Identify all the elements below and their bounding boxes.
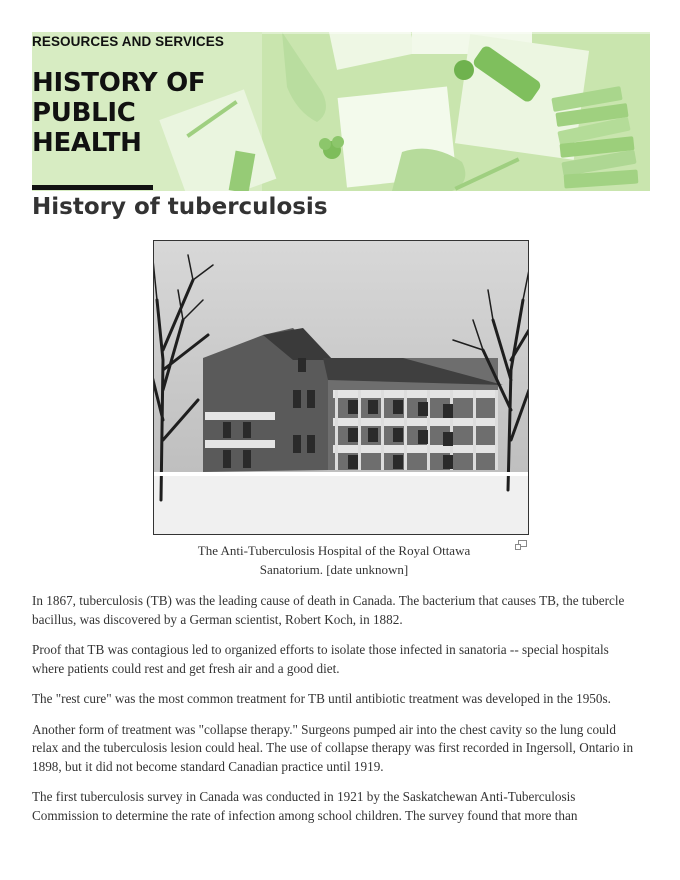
caption-line: The Anti-Tuberculosis Hospital of the Royal Ottawa (197, 543, 471, 558)
figure-caption (168, 541, 500, 579)
page-title: History of tuberculosis (32, 194, 328, 220)
banner-title (32, 68, 252, 158)
sanatorium-photo (153, 240, 529, 535)
caption-line: Sanatorium. [date unknown] (259, 562, 409, 577)
banner-title-line: HISTORY OF (32, 68, 206, 98)
banner-title-line: PUBLIC (32, 98, 136, 128)
article-paragraph: The "rest cure" was the most common treatment for TB until antibiotic treatment was developed in the 1950s. (32, 691, 611, 706)
article-paragraph: In 1867, tuberculosis (TB) was the leading cause of death in Canada. The bacterium that causes TB, the tubercle bacillus, was discovered by a German scientist, Robert Koch, in 1882. (32, 593, 625, 627)
article-paragraph: The first tuberculosis survey in Canada was conducted in 1921 by the Saskatchewan Anti-Tuberculosis Commission to determine the rate of infection among school children. The survey found that more than (32, 789, 578, 823)
section-eyebrow: RESOURCES AND SERVICES (32, 34, 224, 49)
article-body (32, 592, 644, 837)
title-underline (32, 185, 153, 190)
enlarge-image-icon[interactable] (515, 540, 527, 550)
article-paragraph: Another form of treatment was "collapse therapy." Surgeons pumped air into the chest cavity so the lung could relax and the tuberculosis lesion could heal. The use of collapse therapy was first recorded in Ingersoll, Ontario in 1898, but it did not become standard Canadian practice until 1919. (32, 721, 634, 774)
hero-banner (32, 32, 650, 191)
article-paragraph: Proof that TB was contagious led to organized efforts to isolate those infected in sanatoria -- special hospitals where patients could rest and get fresh air and a good diet. (32, 642, 609, 676)
banner-title-line: HEALTH (32, 128, 142, 158)
